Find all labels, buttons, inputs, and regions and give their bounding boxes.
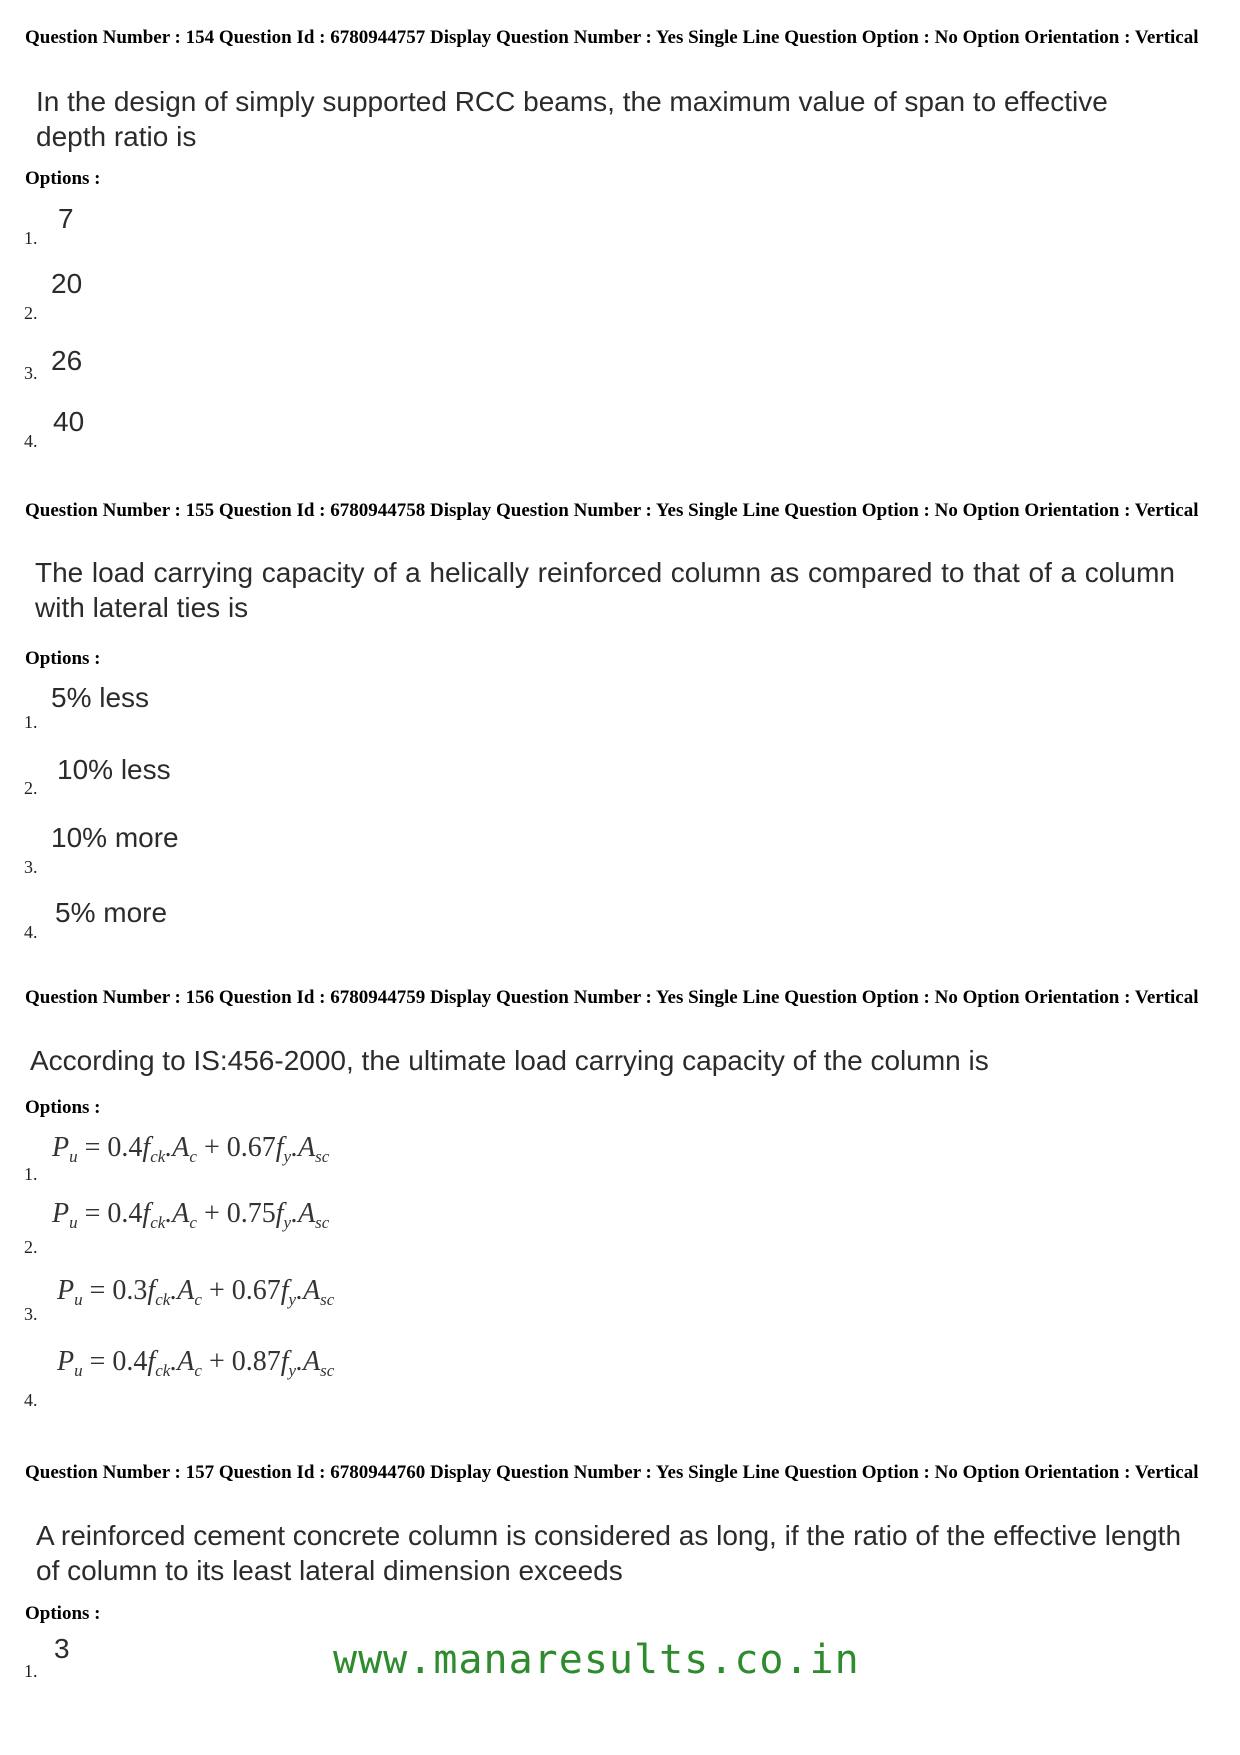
option-formula: $P_u = 0.4f_{ck}.A_c + 0.87f_y.A_{sc}$: [57, 1346, 335, 1380]
option-value: 26: [51, 345, 83, 376]
option-value: 3: [54, 1633, 70, 1664]
option-number: 3.: [24, 1304, 38, 1324]
question-154-meta: Question Number : 154 Question Id : 6780944757 Display Question Number : Yes Single Line Question Option : No Option Orientation : Vertical: [25, 27, 1199, 48]
option-formula: $P_u = 0.3f_{ck}.A_c + 0.67f_y.A_{sc}$: [57, 1275, 335, 1309]
question-155-text: The load carrying capacity of a helically reinforced column as compared to that of a column with lateral ties is: [35, 557, 1175, 623]
question-154-text: In the design of simply supported RCC beams, the maximum value of span to effective depth ratio is: [36, 86, 1108, 152]
option-formula: $P_u = 0.4f_{ck}.A_c + 0.67f_y.A_{sc}$: [52, 1132, 330, 1166]
question-156-options-label: Options :: [25, 1097, 101, 1118]
question-155-meta: Question Number : 155 Question Id : 6780944758 Display Question Number : Yes Single Line Question Option : No Option Orientation : Vertical: [25, 500, 1199, 521]
question-157-options-label: Options :: [25, 1603, 101, 1624]
option-number: 3.: [24, 857, 38, 877]
question-155-options-label: Options :: [25, 648, 101, 669]
option-value: 7: [58, 203, 74, 234]
option-number: 3.: [24, 363, 38, 383]
question-156-text: According to IS:456-2000, the ultimate load carrying capacity of the column is: [30, 1045, 989, 1076]
option-number: 2.: [24, 778, 38, 798]
option-value: 10% more: [51, 822, 179, 853]
option-value: 10% less: [57, 754, 171, 785]
option-formula: $P_u = 0.4f_{ck}.A_c + 0.75f_y.A_{sc}$: [52, 1198, 330, 1232]
option-value: 20: [51, 268, 83, 299]
option-number: 4.: [24, 431, 38, 451]
option-number: 1.: [24, 1164, 38, 1184]
question-157-text: A reinforced cement concrete column is considered as long, if the ratio of the effective length of column to its least lateral dimension exceeds: [36, 1520, 1182, 1586]
option-number: 2.: [24, 303, 38, 323]
question-156-meta: Question Number : 156 Question Id : 6780944759 Display Question Number : Yes Single Line Question Option : No Option Orientation : Vertical: [25, 987, 1199, 1008]
option-value: 5% more: [55, 897, 168, 928]
option-value: 5% less: [51, 682, 150, 713]
question-157-meta: Question Number : 157 Question Id : 6780944760 Display Question Number : Yes Single Line Question Option : No Option Orientation : Vertical: [25, 1462, 1199, 1483]
option-number: 2.: [24, 1237, 38, 1257]
option-number: 4.: [24, 922, 38, 942]
option-number: 4.: [24, 1390, 38, 1410]
watermark-url: www.manaresults.co.in: [333, 1637, 860, 1683]
option-value: 40: [53, 406, 85, 437]
option-number: 1.: [24, 1661, 38, 1681]
question-154-options-label: Options :: [25, 168, 101, 189]
option-number: 1.: [24, 712, 38, 732]
option-number: 1.: [24, 228, 38, 248]
